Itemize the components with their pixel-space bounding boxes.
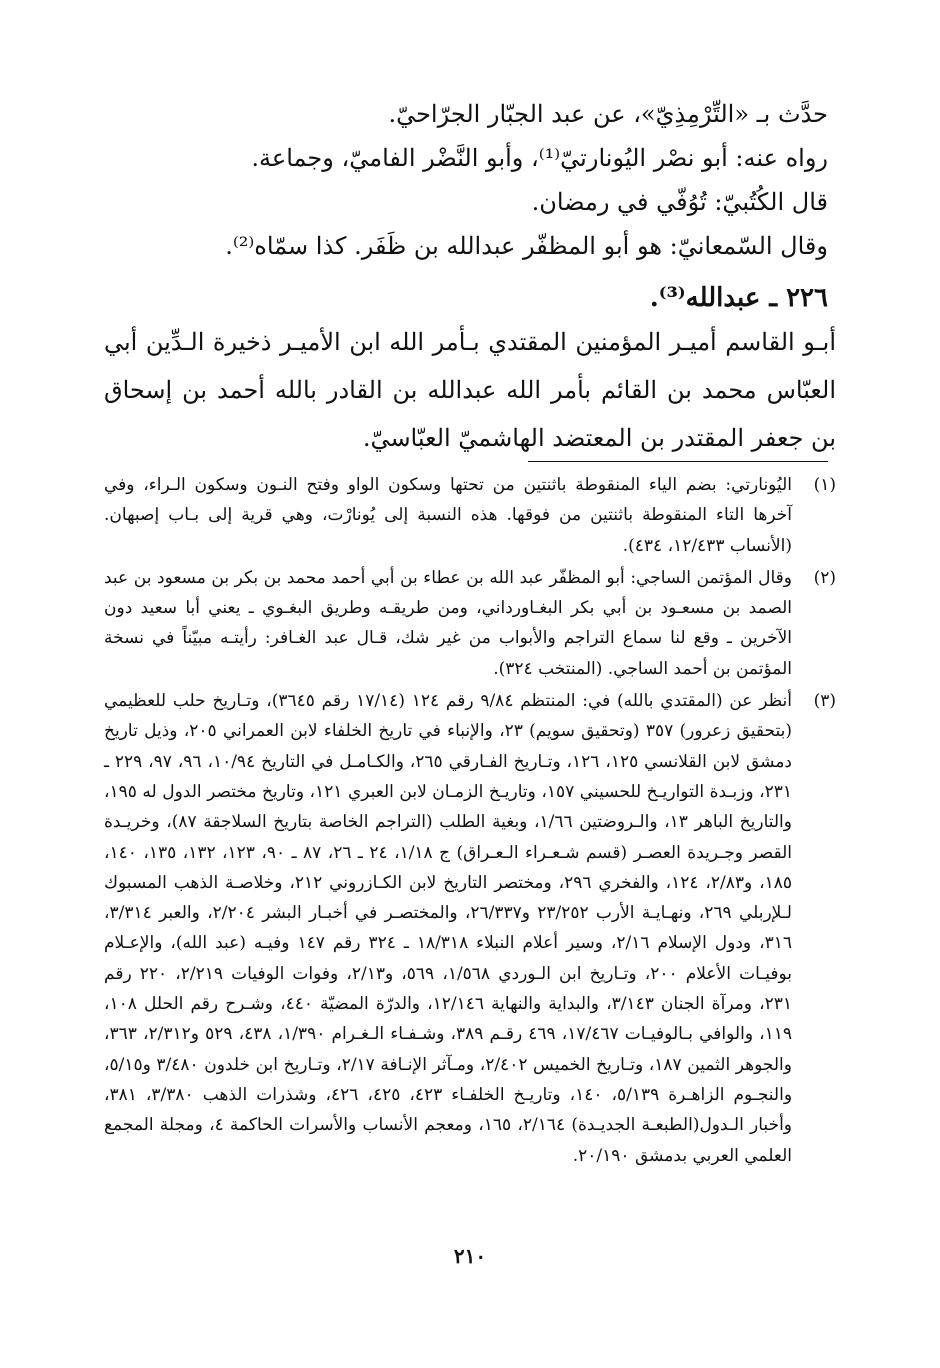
body-line-1: حدَّث بـ «التِّرْمِذِيّ»، عن عبد الجبّار الجرّاحيّ. [388, 100, 828, 128]
footnote-text: أنظر عن (المقتدي بالله) في: المنتظم ٩/٨٤ رقم ١٢٤ (١٧/١٤ رقم ٣٦٤٥)، وتـاريخ حلب للعظيمي (بتحقيق زعرور) ٣٥٧ (وتحقيق سويم) ٢٣، والإنباء في تاريخ الخلفاء لابن العمراني ٢٠٥، وذيل تاريخ دمشق لابن القلانسي ١٢٥، ١٢٦، وتـاريخ الفـارقي ٢٦٥، والكـامـل في التاريخ ١٠/٩٤، ٩٦، ٩٧، ٢٢٩ ـ ٢٣١، وزبـدة التواريـخ للحسيني ١٥٧، وتاريـخ الزمـان لابن العبري ١٢١، وتاريخ مختصر الدول له ١٩٥، والتاريخ الباهر ١٣، والـروضتين ١/٦٦، وبغية الطلب (التراجم الخاصة بتاريخ السلاجقة ٨٧)، وخريـدة القصر وجـريدة العصـر (قسم شـعـراء الـعـراق) ج ١/١٨، ٢٤ ـ ٢٦، ٨٧ ـ ٩٠، ١٢٣، ١٣٢، ١٣٥، ١٤٠، ١٨٥، و٢/٨٣، ١٢٤، والفخري ٢٩٦، ومختصر التاريخ لابن الكـازروني ٢١٢، وخلاصـة الذهب المسبوك لـلإربلي ٢٦٩، ونهـايـة الأرب ٢٣/٢٥٢ و٢٦/٣٣٧، والمختصـر في أخبـار البشر ٢/٢٠٤، والعبر ٣/٣١٤، ٣١٦، ودول الإسلام ٢/١٦، وسير أعلام النبلاء ١٨/٣١٨ ـ ٣٢٤ رقم ١٤٧ وفيـه (عبد الله)، والإعـلام بوفيـات الأعلام ٢٠٠، وتـاريخ ابن الـوردي ١/٥٦٨، ٥٦٩، و٢/١٣، وفوات الوفيات ٢/٢١٩، ٢٢٠ رقم ٢٣١، ومرآة الجنان ٣/١٤٣، والبداية والنهاية ١٢/١٤٦، والدرّة المضيّة ٤٤٠، وشـرح رقم الحلل ١٠٨، ١١٩، والوافي بـالوفيـات ١٧/٤٦٧، ٤٦٩ رقـم ٣٨٩، وشـفـاء الـغـرام ١/٣٩٠، ٤٣٨، ٥٢٩ و٢/٣١٢، ٣٦٣، والجوهر الثمين ١٨٧، وتـاريخ الخميس ٢/٤٠٢، ومـآثر الإنـافة ٢/١٧، وتـاريخ ابن خلدون ٣/٤٨٠ و٥/١٥، والنجـوم الزاهـرة ٥/١٣٩، ١٤٠، وتاريـخ الخلفـاء ٤٢٣، ٤٢٥، ٤٢٦، وشذرات الذهب ٣/٣٨٠، ٣٨١، وأخبار الـدول(الطبعـة الجديـدة) ٢/١٦٤، ١٦٥، ومعجم الأنساب والأسرات الحاكمة ٤، ومجلة المجمع العلمي العربي بدمشق ٢٠/١٩٠. [104, 691, 793, 1166]
footnote-number: (١) [813, 475, 836, 495]
footnote-2 [104, 563, 836, 684]
footnote-number: (٢) [813, 567, 836, 588]
body-line-3: قال الكُتُبيّ: تُوُفّي في رمضان. [531, 188, 828, 216]
footnote-text: اليُونارتي: بضم الياء المنقوطة باثنتين من تحتها وسكون الواو وفتح النـون وسكون الـراء، وفي آخرها التاء المنقوطة باثنتين من فوقها. هذه النسبة إلى يُونارْت، وهي قرية إلى بـاب إصبهان. (الأنساب ١٢/٤٣٣، ٤٣٤). [104, 475, 792, 556]
footnote-number: (٣) [813, 691, 836, 712]
footnote-text: وقال المؤتمن الساجي: أبو المظفّر عبد الله بن عطاء بن أبي أحمد محمد بن بكر بن مسعود بن عبد الصمد بن مسعـود بن أبي بكر البغـاورداني، ومن طريقـه وطريق البغـوي ـ يعني أبا سعيد دون الآخرين ـ وقع لنا سماع التراجم والأبواب من غير شك، قـال عبد الغـافر: رأيتـه مبيّناً في نسخة المؤتمن بن أحمد الساجي. (المنتخب ٣٢٤). [104, 567, 792, 679]
entry-paragraph: أبـو القاسم أميـر المؤمنين المقتدي بـأمر الله ابن الأميـر ذخيرة الـدِّين أبي العبّاس محمد بن القائم بأمر الله عبدالله بن القادر بالله أحمد بن إسحاق بن جعفر المقتدر بن المعتضد الهاشميّ العبّاسيّ. [104, 328, 836, 452]
footnote-1 [104, 470, 836, 561]
body-line-2: رواه عنه: أبو نصْر اليُونارتيّ⁽¹⁾، وأبو النَّضْر الفاميّ، وجماعة. [251, 144, 828, 172]
body-line-4: وقال السّمعانيّ: هو أبو المظفّر عبدالله بن ظَفَر. كذا سمّاه⁽²⁾. [225, 232, 828, 260]
main-text-block [108, 92, 828, 268]
entry-heading: ٢٢٦ ـ عبدالله⁽³⁾. [649, 283, 828, 313]
footnote-separator [528, 461, 828, 462]
footnote-3 [104, 686, 836, 1171]
footnotes [104, 470, 836, 1173]
page-number: ٢١٠ [453, 1244, 487, 1268]
